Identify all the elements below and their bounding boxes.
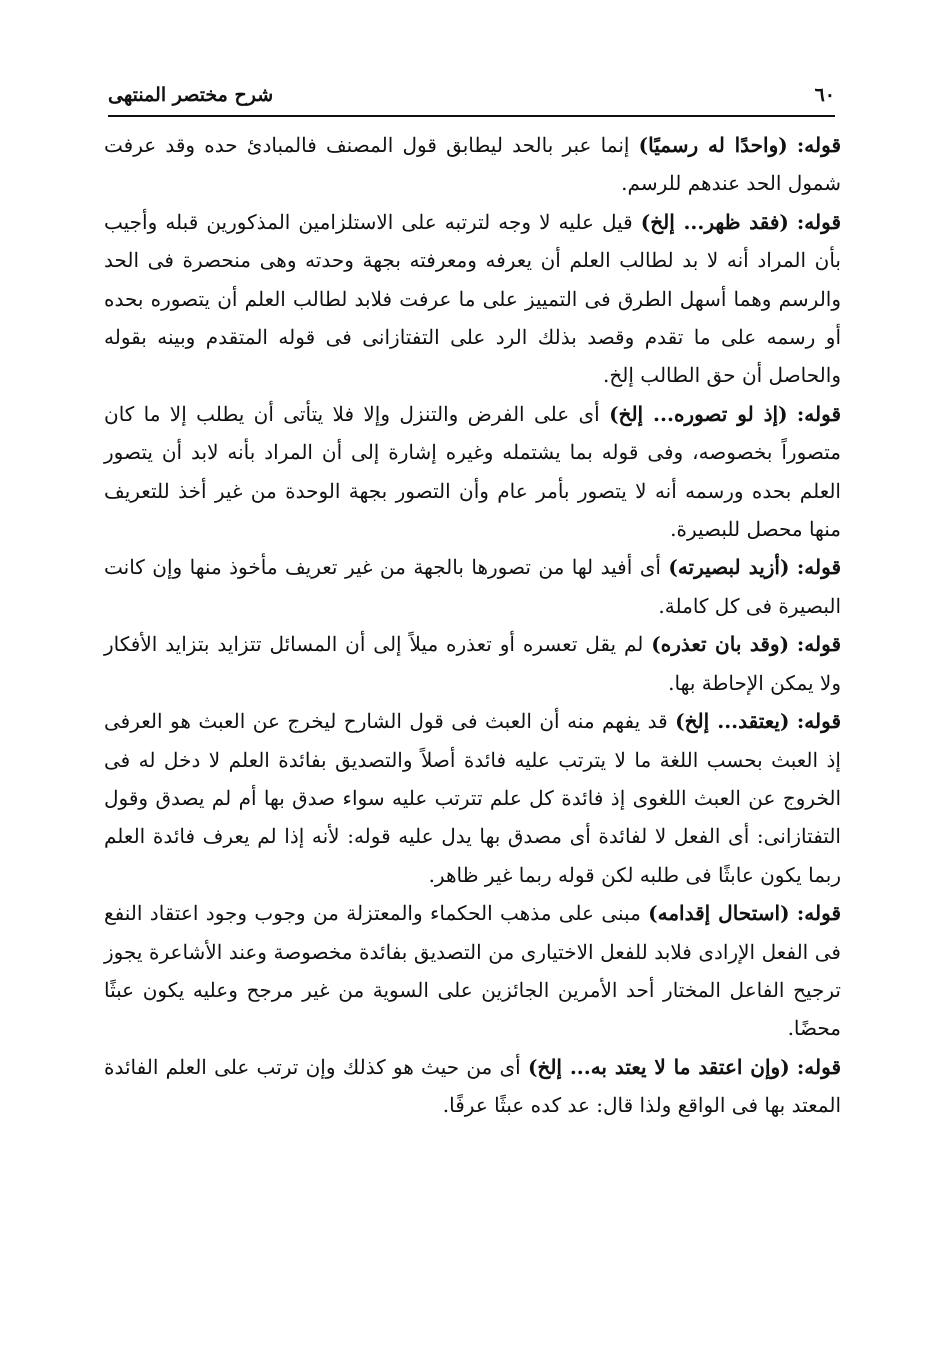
paragraph-label: قوله: <box>796 632 842 657</box>
commentary-paragraph <box>104 1048 841 1125</box>
commentary-paragraph <box>104 894 841 1048</box>
paragraph-text: أى من حيث هو كذلك وإن ترتب على العلم الفائدة المعتد بها فى الواقع ولذا قال: عد كده عبثًا عرفًا. <box>104 1054 841 1118</box>
quoted-lemma: (أزيد لبصيرته) <box>668 555 790 580</box>
paragraph-text: لم يقل تعسره أو تعذره ميلاً إلى أن المسائل تتزايد بتزايد الأفكار ولا يمكن الإحاطة بها. <box>104 632 841 695</box>
paragraph-label: قوله: <box>796 709 841 734</box>
paragraph-text: مبنى على مذهب الحكماء والمعتزلة من وجوب وجود اعتقاد النفع فى الفعل الإرادى فلابد للفعل الاختيارى من التصديق بفائدة مخصوصة وعند الأشاعرة يجوز ترجيح الفاعل المختار أحد الأمرين الجائزين على السوية من غير مرجح وعليه يكون عبثًا محضًا. <box>104 901 841 1041</box>
quoted-lemma: (واحدًا له رسميًا) <box>638 133 788 157</box>
commentary-paragraph <box>104 548 841 625</box>
quoted-lemma: (يعتقد... إلخ) <box>675 709 790 734</box>
commentary-paragraph <box>104 126 841 203</box>
commentary-body <box>104 126 841 1125</box>
quoted-lemma: (استحال إقدامه) <box>648 901 790 926</box>
paragraph-text: قد يفهم منه أن العبث فى قول الشارح ليخرج عن العبث هو العرفى إذ العبث بحسب اللغة ما لا يترتب عليه فائدة أصلاً والتصديق بفائدة العلم لا دخل له فى الخروج عن العبث اللغوى إذ فائدة كل علم تترتب عليه سواء صدق بها أم لم يصدق وقول التفتازانى: أى الفعل لا لفائدة أى مصدق بها يدل عليه قوله: لأنه إذا لم يعرف فائدة العلم ربما يكون عابثًا فى طلبه لكن قوله ربما غير ظاهر. <box>104 709 841 887</box>
paragraph-text: أى أفيد لها من تصورها بالجهة من غير تعريف مأخوذ منها وإن كانت البصيرة فى كل كاملة. <box>104 555 841 618</box>
running-header <box>108 78 835 116</box>
commentary-paragraph <box>104 625 841 702</box>
quoted-lemma: (وقد بان تعذره) <box>651 632 790 657</box>
commentary-paragraph <box>104 395 841 549</box>
quoted-lemma: (فقد ظهر... إلخ) <box>640 209 789 234</box>
paragraph-text: أى على الفرض والتنزل وإلا فلا يتأتى أن يطلب إلا ما كان متصوراً بخصوصه، وفى قوله بما يشتمله وغيره إشارة إلى أن المراد بأنه لابد أن يتصور العلم بحده ورسمه أنه لا يتصور بأمر عام وأن التصور بجهة الوحدة من غير أخذ للتعريف منها محصل للبصيرة. <box>104 401 841 542</box>
paragraph-label: قوله: <box>796 133 841 157</box>
commentary-paragraph <box>104 203 841 395</box>
header-divider <box>108 115 835 117</box>
quoted-lemma: (وإن اعتقد ما لا يعتد به... إلخ) <box>527 1054 790 1079</box>
commentary-paragraph <box>104 702 841 894</box>
paragraph-label: قوله: <box>796 901 841 926</box>
book-title: شرح مختصر المنتهى <box>108 84 274 106</box>
paragraph-text: إنما عبر بالحد ليطابق قول المصنف فالمبادئ حده وقد عرفت شمول الحد عندهم للرسم. <box>104 133 841 196</box>
page-number: ٦٠ <box>814 84 835 106</box>
paragraph-label: قوله: <box>796 555 841 580</box>
paragraph-label: قوله: <box>796 1054 841 1079</box>
paragraph-text: قيل عليه لا وجه لترتبه على الاستلزامين المذكورين قبله وأجيب بأن المراد أنه لا بد لطالب العلم أن يعرفه ومعرفته بجهة وحدته وهى منحصرة فى الحد والرسم وهما أسهل الطرق فى التمييز على ما عرفت فلابد لطالب العلم أن يتصوره بحده أو رسمه على ما تقدم وقصد بذلك الرد على التفتازانى فى قوله المتقدم وبينه بقوله والحاصل أن حق الطالب إلخ. <box>104 209 841 388</box>
paragraph-label: قوله: <box>796 209 842 234</box>
quoted-lemma: (إذ لو تصوره... إلخ) <box>609 401 788 426</box>
paragraph-label: قوله: <box>796 401 842 426</box>
